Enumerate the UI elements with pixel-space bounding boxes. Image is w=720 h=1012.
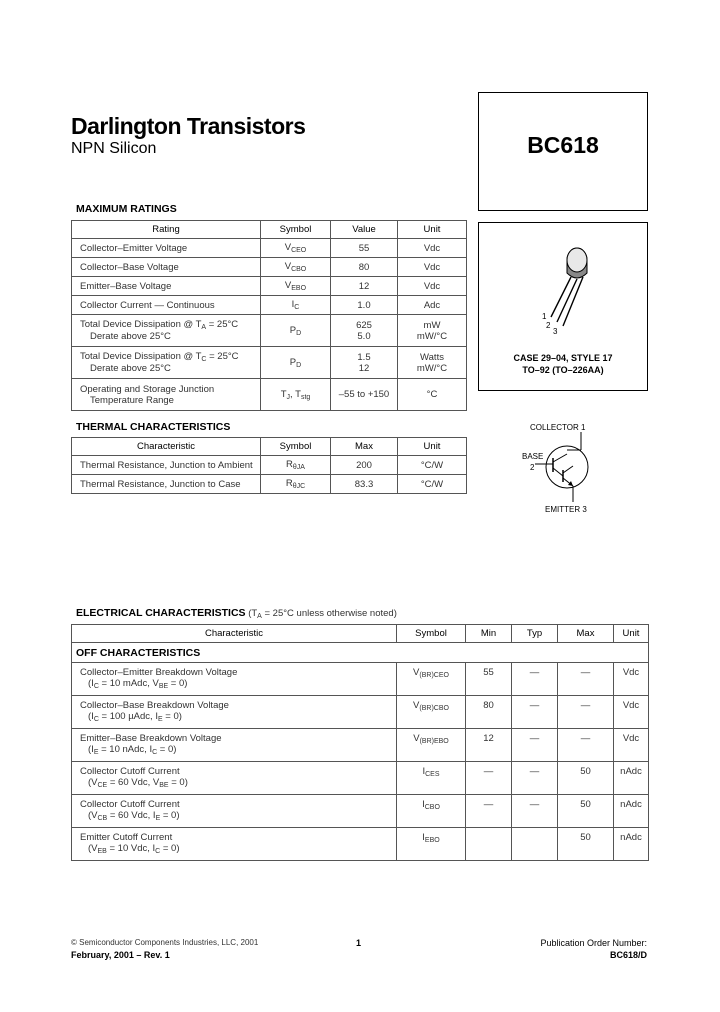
table-row: Total Device Dissipation @ $T_A = 25^\circ C$ Derate above 25°C $P_D$ 625 5.0 mW mW/°C xyxy=(72,315,467,347)
pin-2-label: 2 xyxy=(546,321,551,330)
typ-cell: — xyxy=(512,762,558,795)
characteristic-cell: Collector Cutoff Current ($V_{CE} = 60$ Vdc, $V_{BE} = 0$) xyxy=(72,762,397,795)
unit-cell: Vdc xyxy=(614,696,649,729)
max-cell: — xyxy=(558,729,614,762)
typ-cell: — xyxy=(512,795,558,828)
thermal-table: Characteristic Symbol Max Unit Thermal Resistance, Junction to Ambient $R_{\theta JA}$ 200 °C/W Thermal Resistance, Junction to Case $R_{\theta JC}$ 83.3 °C/W xyxy=(71,437,467,494)
table-row: Emitter–Base Voltage $V_{EBO}$ 12 Vdc xyxy=(72,277,467,296)
electrical-title: ELECTRICAL CHARACTERISTICS ($T_A = 25^\circ C$ unless otherwise noted) xyxy=(76,607,397,620)
table-row: Thermal Resistance, Junction to Ambient $R_{\theta JA}$ 200 °C/W xyxy=(72,456,467,475)
min-cell: 55 xyxy=(466,663,512,696)
min-cell: 80 xyxy=(466,696,512,729)
page-title: Darlington Transistors xyxy=(71,113,306,139)
table-row: Collector Current — Continuous $I_C$ 1.0 Adc xyxy=(72,296,467,315)
unit-cell: Vdc xyxy=(614,663,649,696)
publication-label: Publication Order Number: xyxy=(540,938,647,948)
unit-cell: nAdc xyxy=(614,828,649,861)
part-number: BC618 xyxy=(527,132,599,158)
min-cell: — xyxy=(466,795,512,828)
typ-cell: — xyxy=(512,696,558,729)
table-row: Thermal Resistance, Junction to Case $R_{\theta JC}$ 83.3 °C/W xyxy=(72,475,467,494)
max-ratings-title: MAXIMUM RATINGS xyxy=(76,203,177,215)
electrical-table: Characteristic Symbol Min Typ Max Unit OFF CHARACTERISTICS Collector–Emitter Breakdown Voltage ($I_C = 10$ mAdc, $V_{BE} = 0$) $V_{(BR)CEO}$ 55 — — Vdc Collector–Base Breakdown Voltage ($I_C = 100$ µAdc, $I_E = 0$) $V_{(BR)CBO}$ 80 — — Vdc Emitter–Base Breakdown Voltage ($I_E = 10$ nAdc, $I_C = 0$) $V_{(BR)EBO}$ 12 — — Vdc Collector Cutoff Current ($V_{CE} = 60$ Vdc, $V_{BE} = 0$) $I_{CES}$ — — 50 nAdc Collector Cutoff Current ($V_{CB} = 60$ Vdc, $I_E = 0$) $I_{CBO}$ — — 50 nAdc Emitter Cutoff Current ($V_{EB} = 10$ Vdc, $I_C = 0$) $I_{EBO}$ 50 nAdc xyxy=(71,624,649,861)
characteristic-cell: Collector–Emitter Breakdown Voltage ($I_C = 10$ mAdc, $V_{BE} = 0$) xyxy=(72,663,397,696)
min-cell: — xyxy=(466,762,512,795)
page-number: 1 xyxy=(356,938,362,948)
table-row: Total Device Dissipation @ $T_C = 25^\circ C$ Derate above 25°C $P_D$ 1.5 12 Watts mW/°C xyxy=(72,347,467,379)
revision-date: February, 2001 – Rev. 1 xyxy=(71,950,170,960)
to92-package-drawing xyxy=(479,223,647,343)
symbol-cell: $I_{EBO}$ xyxy=(397,828,466,861)
min-cell: 12 xyxy=(466,729,512,762)
characteristic-cell: Collector Cutoff Current ($V_{CB} = 60$ Vdc, $I_E = 0$) xyxy=(72,795,397,828)
typ-cell: — xyxy=(512,663,558,696)
table-row xyxy=(72,795,649,828)
pin-1-label: 1 xyxy=(542,312,547,321)
max-cell: 50 xyxy=(558,762,614,795)
symbol-cell: $V_{(BR)CEO}$ xyxy=(397,663,466,696)
unit-cell: Vdc xyxy=(614,729,649,762)
table-row xyxy=(72,729,649,762)
table-row: Collector–Base Voltage $V_{CBO}$ 80 Vdc xyxy=(72,258,467,277)
copyright: © Semiconductor Components Industries, LLC, 2001 xyxy=(71,938,259,947)
darlington-schematic xyxy=(515,420,635,520)
off-characteristics-heading: OFF CHARACTERISTICS xyxy=(72,643,649,663)
symbol-cell: $I_{CBO}$ xyxy=(397,795,466,828)
publication-number: BC618/D xyxy=(609,950,647,960)
table-row xyxy=(72,828,649,861)
max-ratings-table xyxy=(71,220,467,411)
symbol-cell: $I_{CES}$ xyxy=(397,762,466,795)
table-row xyxy=(72,696,649,729)
unit-cell: nAdc xyxy=(614,795,649,828)
table-row: Collector–Emitter Voltage $V_{CEO}$ 55 Vdc xyxy=(72,239,467,258)
characteristic-cell: Collector–Base Breakdown Voltage ($I_C = 100$ µAdc, $I_E = 0$) xyxy=(72,696,397,729)
col-rating: Rating xyxy=(72,221,261,239)
col-unit: Unit xyxy=(398,221,467,239)
base-pin-label: 2 xyxy=(530,463,535,472)
case-style: CASE 29–04, STYLE 17 xyxy=(513,353,613,363)
col-value: Value xyxy=(331,221,398,239)
table-row xyxy=(72,762,649,795)
characteristic-cell: Emitter Cutoff Current ($V_{EB} = 10$ Vdc, $I_C = 0$) xyxy=(72,828,397,861)
collector-label: COLLECTOR 1 xyxy=(530,423,586,432)
thermal-title: THERMAL CHARACTERISTICS xyxy=(76,421,231,433)
symbol-cell: $V_{(BR)EBO}$ xyxy=(397,729,466,762)
typ-cell xyxy=(512,828,558,861)
max-cell: 50 xyxy=(558,828,614,861)
table-row: Operating and Storage Junction Temperature Range $T_J$, $T_{stg}$ –55 to +150 °C xyxy=(72,379,467,411)
emitter-label: EMITTER 3 xyxy=(545,505,587,514)
pin-3-label: 3 xyxy=(553,327,558,336)
max-cell: — xyxy=(558,663,614,696)
unit-cell: nAdc xyxy=(614,762,649,795)
min-cell xyxy=(466,828,512,861)
max-cell: — xyxy=(558,696,614,729)
table-row xyxy=(72,663,649,696)
symbol-cell: $V_{(BR)CBO}$ xyxy=(397,696,466,729)
characteristic-cell: Emitter–Base Breakdown Voltage ($I_E = 10$ nAdc, $I_C = 0$) xyxy=(72,729,397,762)
typ-cell: — xyxy=(512,729,558,762)
col-symbol: Symbol xyxy=(261,221,331,239)
base-label: BASE xyxy=(522,452,544,461)
page-subtitle: NPN Silicon xyxy=(71,140,157,157)
case-package: TO–92 (TO–226AA) xyxy=(522,365,604,375)
max-cell: 50 xyxy=(558,795,614,828)
